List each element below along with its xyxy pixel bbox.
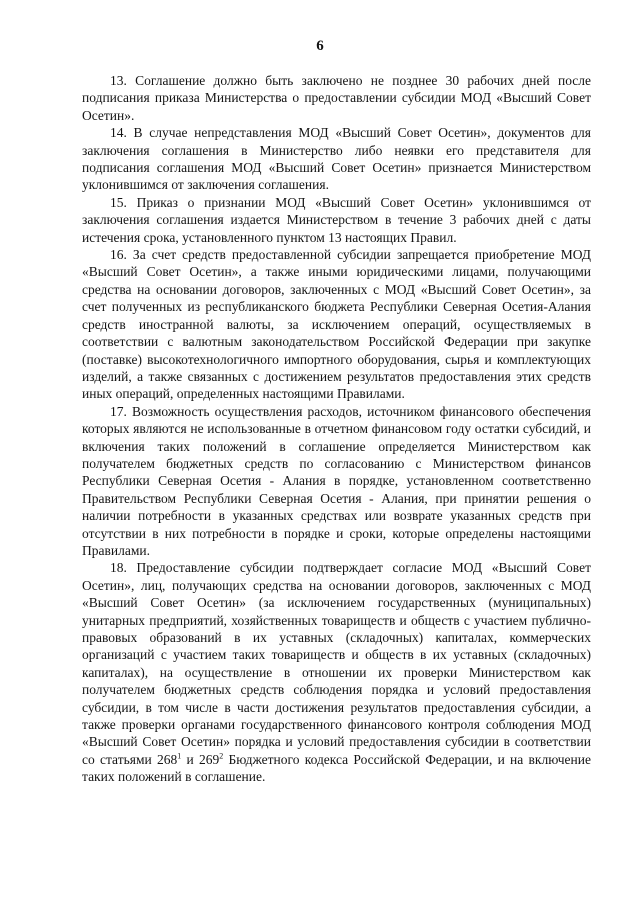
- paragraph-18-main-text: 18. Предоставление субсидии подтверждает согласие МОД «Высший Совет Осетин», лиц, получающих средства на основании договоров, заключенных с МОД «Высший Совет Осетин» (за исключением государственных (муниципальных) унитарных предприятий, хозяйственных товариществ и обществ с участием публично-правовых образований в их уставных (складочных) капиталах, коммерческих организаций с участием таких товариществ и обществ в их уставных (складочных) капиталах), на осуществление в отношении их проверки Министерством как получателем бюджетных средств соблюдения порядка и условий предоставления субсидии, в том числе в части достижения результатов предоставления субсидии, а также проверки органами государственного финансового контроля соблюдения МОД «Высший Совет Осетин» порядка и условий предоставления субсидии в соответствии со статьями 268: [82, 560, 591, 767]
- article-269-superscript: 2: [219, 751, 224, 761]
- document-body: [82, 72, 591, 786]
- paragraph-15: 15. Приказ о признании МОД «Высший Совет Осетин» уклонившимся от заключения соглашения издается Министерством в течение 3 рабочих дней с даты истечения срока, установленного пунктом 13 настоящих Правил.: [82, 194, 591, 245]
- page-number: 6: [316, 38, 324, 54]
- paragraph-18-closing-text: Бюджетного кодекса Российской Федерации, и на включение таких положений в соглашение.: [82, 751, 591, 785]
- paragraph-14: 14. В случае непредставления МОД «Высший Совет Осетин», документов для заключения соглашения в Министерство либо неявки его представителя для подписания соглашения МОД «Высший Совет Осетин» признается Министерством уклонившимся от заключения соглашения.: [82, 125, 591, 193]
- article-268-superscript: 1: [177, 751, 182, 761]
- paragraph-18-conjunction: и 269: [181, 751, 220, 767]
- paragraph-16: 16. За счет средств предоставленной субсидии запрещается приобретение МОД «Высший Совет Осетин», а также иными юридическими лицами, получающими средства на основании договоров, заключенных с МОД «Высший Совет Осетин», за счет полученных из республиканского бюджета Республики Северная Осетия-Алания средств иностранной валюты, за исключением операций, осуществляемых в соответствии с валютным законодательством Российской Федерации при закупке (поставке) высокотехнологичного импортного оборудования, сырья и комплектующих изделий, а также связанных с достижением результатов предоставления этих средств иных операций, определенных настоящими Правилами.: [82, 247, 591, 402]
- paragraph-17: 17. Возможность осуществления расходов, источником финансового обеспечения которых являются не использованные в отчетном финансовом году остатки субсидий, и включения таких положений в соглашение определяется Министерством как получателем бюджетных средств по согласованию с Министерством финансов Республики Северная Осетия - Алания в порядке, установленном соответственно Правительством Республики Северная Осетия - Алания, при принятии решения о наличии потребности в указанных средствах или возврате указанных средств при отсутствии в них потребности в порядке и сроки, которые определены настоящими Правилами.: [82, 403, 591, 558]
- paragraph-13: 13. Соглашение должно быть заключено не позднее 30 рабочих дней после подписания приказа Министерства о предоставлении субсидии МОД «Высший Совет Осетин».: [82, 73, 591, 123]
- paragraph-18: [82, 559, 591, 785]
